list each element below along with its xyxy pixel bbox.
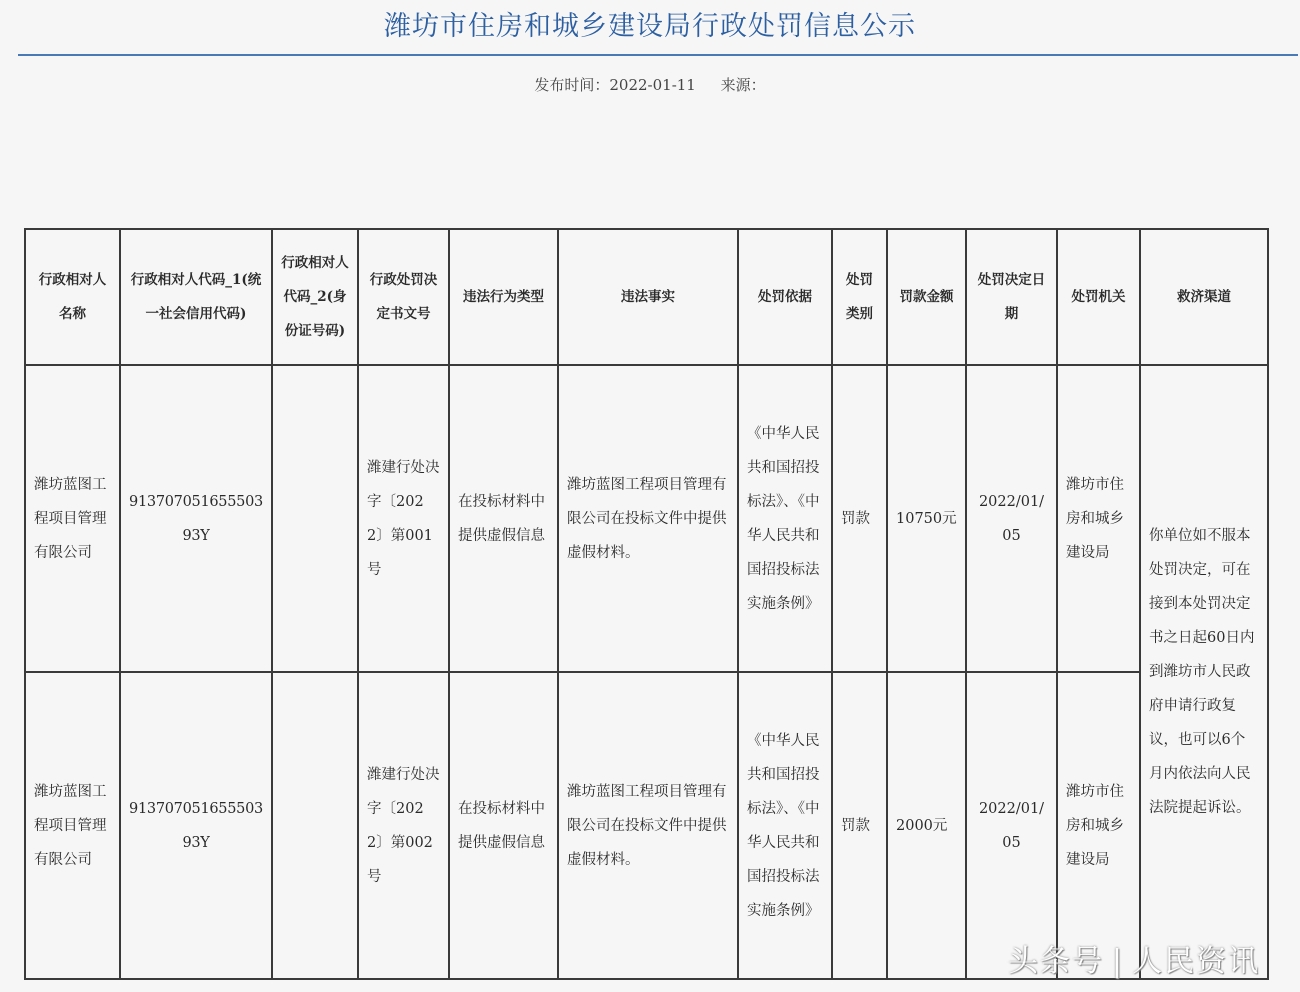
cell-authority: 潍坊市住房和城乡建设局 (1057, 672, 1140, 979)
cell-type: 在投标材料中提供虚假信息 (449, 672, 558, 979)
header-basis: 处罚依据 (738, 229, 832, 365)
cell-authority: 潍坊市住房和城乡建设局 (1057, 365, 1140, 672)
cell-category: 罚款 (832, 365, 887, 672)
table-header-row (25, 229, 1268, 365)
cell-date: 2022/01/05 (966, 672, 1057, 979)
header-code2: 行政相对人代码_2(身份证号码) (272, 229, 358, 365)
publish-info (534, 76, 696, 94)
cell-doc-no: 潍建行处决字〔2022〕第001号 (358, 365, 449, 672)
header-doc-no: 行政处罚决定书文号 (358, 229, 449, 365)
table-row (25, 365, 1268, 672)
header-type: 违法行为类型 (449, 229, 558, 365)
cell-name: 潍坊蓝图工程项目管理有限公司 (25, 672, 120, 979)
title-divider (18, 54, 1298, 56)
watermark-platform: 头条号 (1008, 944, 1104, 979)
publish-label: 发布时间： (534, 76, 610, 94)
cell-basis: 《中华人民共和国招投标法》、《中华人民共和国招投标法实施条例》 (738, 672, 832, 979)
header-date: 处罚决定日期 (966, 229, 1057, 365)
publish-date: 2022-01-11 (609, 76, 696, 94)
cell-date: 2022/01/05 (966, 365, 1057, 672)
watermark-separator: | (1112, 944, 1125, 979)
cell-amount: 2000元 (887, 672, 966, 979)
cell-amount: 10750元 (887, 365, 966, 672)
source-label: 来源： (720, 76, 766, 94)
header-remedy: 救济渠道 (1140, 229, 1268, 365)
page-title: 潍坊市住房和城乡建设局行政处罚信息公示 (384, 11, 916, 42)
cell-code1: 91370705165550393Y (120, 672, 272, 979)
header-facts: 违法事实 (558, 229, 738, 365)
cell-facts: 潍坊蓝图工程项目管理有限公司在投标文件中提供虚假材料。 (558, 672, 738, 979)
watermark-author: 人民资讯 (1132, 944, 1261, 979)
cell-code2 (272, 365, 358, 672)
cell-code2 (272, 672, 358, 979)
table-row (25, 672, 1268, 979)
header-amount: 罚款金额 (887, 229, 966, 365)
header-name: 行政相对人名称 (25, 229, 120, 365)
watermark (1008, 936, 1260, 980)
cell-name: 潍坊蓝图工程项目管理有限公司 (25, 365, 120, 672)
cell-basis: 《中华人民共和国招投标法》、《中华人民共和国招投标法实施条例》 (738, 365, 832, 672)
cell-type: 在投标材料中提供虚假信息 (449, 365, 558, 672)
cell-facts: 潍坊蓝图工程项目管理有限公司在投标文件中提供虚假材料。 (558, 365, 738, 672)
header-authority: 处罚机关 (1057, 229, 1140, 365)
header-category: 处罚类别 (832, 229, 887, 365)
penalty-table (24, 228, 1269, 980)
cell-category: 罚款 (832, 672, 887, 979)
cell-remedy: 你单位如不服本处罚决定，可在接到本处罚决定书之日起60日内到潍坊市人民政府申请行政复议，也可以6个月内依法向人民法院提起诉讼。 (1140, 365, 1268, 979)
cell-doc-no: 潍建行处决字〔2022〕第002号 (358, 672, 449, 979)
cell-code1: 91370705165550393Y (120, 365, 272, 672)
header-code1: 行政相对人代码_1(统一社会信用代码) (120, 229, 272, 365)
publish-meta (0, 74, 1300, 95)
